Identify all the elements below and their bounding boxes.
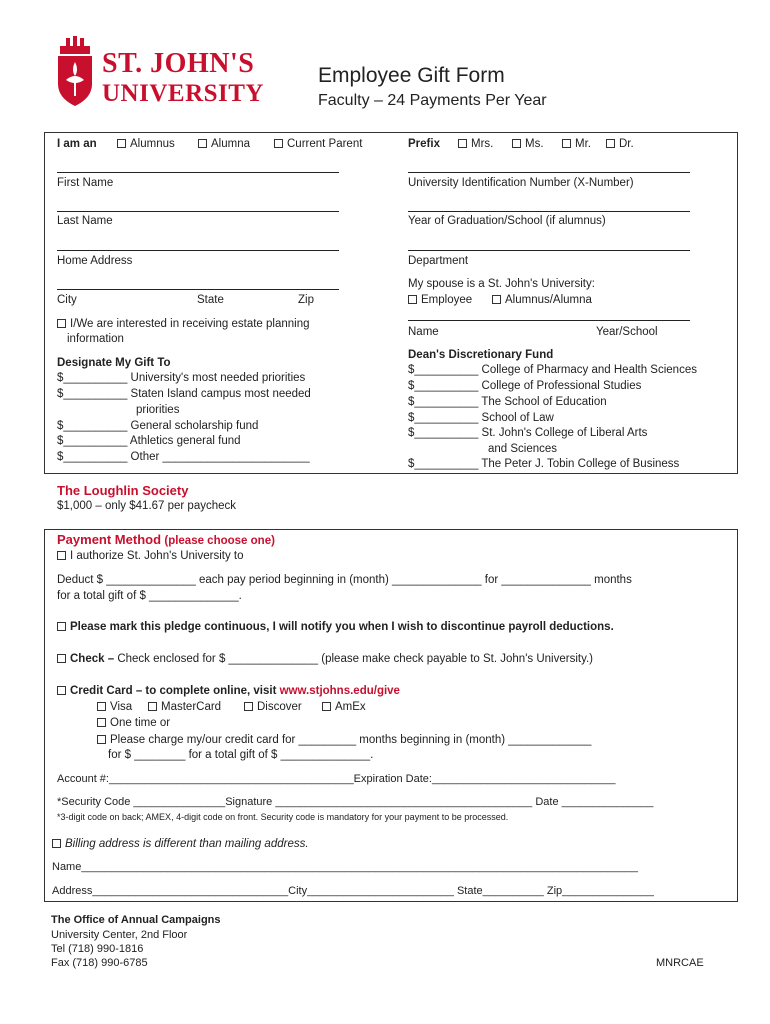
designate-item[interactable]: $__________ Athletics general fund xyxy=(57,435,241,447)
form-title: Employee Gift Form xyxy=(318,64,505,87)
mrs-checkbox[interactable] xyxy=(458,139,467,148)
authorize-label: I authorize St. John's University to xyxy=(70,550,244,562)
one-time-checkbox[interactable] xyxy=(97,718,106,727)
designate-item[interactable]: $__________ Other _______________________ xyxy=(57,451,310,463)
university-id-field[interactable] xyxy=(408,172,690,173)
amex-option[interactable] xyxy=(322,701,366,713)
visa-label: Visa xyxy=(110,701,133,713)
deduct-line-1[interactable]: Deduct $ ______________ each pay period beginning in (month) ______________ for ______________ months xyxy=(57,574,632,586)
mr-checkbox[interactable] xyxy=(562,139,571,148)
department-field[interactable] xyxy=(408,250,690,251)
billing-different-option[interactable] xyxy=(52,838,309,850)
deans-fund-heading: Dean's Discretionary Fund xyxy=(408,349,554,361)
dr-checkbox[interactable] xyxy=(606,139,615,148)
loughlin-text: $1,000 – only $41.67 per paycheck xyxy=(57,500,237,512)
visa-option[interactable] xyxy=(97,701,132,713)
crest-icon xyxy=(54,36,96,108)
amex-label: AmEx xyxy=(335,701,366,713)
recurring-charge-label: Please charge my/our credit card for _________ months beginning in (month) _____________ xyxy=(110,734,592,746)
mastercard-label: MasterCard xyxy=(161,701,222,713)
home-address-field[interactable] xyxy=(57,250,339,251)
prefix-label: Prefix xyxy=(408,138,440,150)
amex-checkbox[interactable] xyxy=(322,702,331,711)
mastercard-checkbox[interactable] xyxy=(148,702,157,711)
office-name: The Office of Annual Campaigns xyxy=(51,914,221,926)
ms-label: Ms. xyxy=(525,138,544,150)
city-state-zip-field[interactable] xyxy=(57,289,339,290)
office-fax: Fax (718) 990-6785 xyxy=(51,957,148,969)
alumnus-option[interactable] xyxy=(117,138,175,150)
deans-fund-item[interactable]: $__________ College of Professional Studies xyxy=(408,380,642,392)
office-phone: Tel (718) 990-1816 xyxy=(51,943,144,955)
deans-fund-item[interactable]: $__________ School of Law xyxy=(408,412,554,424)
check-option[interactable] xyxy=(57,653,593,665)
ms-option[interactable] xyxy=(512,138,544,150)
security-code-note: *3-digit code on back; AMEX, 4-digit code on front. Security code is mandatory for your payment to be processed. xyxy=(57,812,509,822)
account-number-field[interactable]: Account #:________________________________________Expiration Date:______________________________ xyxy=(57,773,616,785)
last-name-label: Last Name xyxy=(57,215,113,227)
credit-card-checkbox[interactable] xyxy=(57,686,66,695)
mrs-option[interactable] xyxy=(458,138,493,150)
alumna-option[interactable] xyxy=(198,138,250,150)
recurring-charge-option[interactable] xyxy=(97,734,591,746)
designate-heading: Designate My Gift To xyxy=(57,357,171,369)
deans-fund-item-continued: and Sciences xyxy=(488,443,558,455)
alumna-checkbox[interactable] xyxy=(198,139,207,148)
spouse-label: My spouse is a St. John's University: xyxy=(408,278,595,290)
visa-checkbox[interactable] xyxy=(97,702,106,711)
continuous-label: Please mark this pledge continuous, I will notify you when I wish to discontinue payroll deductions. xyxy=(70,621,614,633)
discover-option[interactable] xyxy=(244,701,302,713)
spouse-employee-label: Employee xyxy=(421,294,473,306)
dr-option[interactable] xyxy=(606,138,634,150)
zip-label: Zip xyxy=(298,294,314,306)
city-label: City xyxy=(57,294,77,306)
payment-heading-note: (please choose one) xyxy=(164,535,275,547)
check-checkbox[interactable] xyxy=(57,654,66,663)
estate-planning-option[interactable] xyxy=(57,318,310,330)
spouse-alumnus-option[interactable] xyxy=(492,294,592,306)
i-am-an-label: I am an xyxy=(57,138,97,150)
alumnus-label: Alumnus xyxy=(130,138,175,150)
one-time-label: One time or xyxy=(110,717,171,729)
current-parent-checkbox[interactable] xyxy=(274,139,283,148)
billing-different-checkbox[interactable] xyxy=(52,839,61,848)
department-label: Department xyxy=(408,255,469,267)
check-label: Check – xyxy=(70,653,115,665)
continuous-checkbox[interactable] xyxy=(57,622,66,631)
credit-card-label: Credit Card – to complete online, visit xyxy=(70,685,277,697)
form-code: MNRCAE xyxy=(656,957,704,969)
logo xyxy=(54,36,269,112)
mr-label: Mr. xyxy=(575,138,591,150)
continuous-option[interactable] xyxy=(57,621,614,633)
current-parent-option[interactable] xyxy=(274,138,362,150)
alumnus-checkbox[interactable] xyxy=(117,139,126,148)
university-id-label: University Identification Number (X-Number) xyxy=(408,177,634,189)
deans-fund-item[interactable]: $__________ The Peter J. Tobin College of Business xyxy=(408,458,680,470)
spouse-alumnus-label: Alumnus/Alumna xyxy=(505,294,592,306)
credit-card-option[interactable] xyxy=(57,685,400,697)
alumna-label: Alumna xyxy=(211,138,250,150)
payment-heading-label: Payment Method xyxy=(57,532,162,547)
logo-line-2: UNIVERSITY xyxy=(102,80,264,107)
recurring-charge-checkbox[interactable] xyxy=(97,735,106,744)
estate-planning-label: I/We are interested in receiving estate planning xyxy=(70,318,310,330)
grad-year-field[interactable] xyxy=(408,211,690,212)
mrs-label: Mrs. xyxy=(471,138,494,150)
last-name-field[interactable] xyxy=(57,211,339,212)
spouse-employee-option[interactable] xyxy=(408,294,472,306)
billing-different-label: Billing address is different than mailing address. xyxy=(65,838,309,850)
first-name-label: First Name xyxy=(57,177,114,189)
deduct-line-2[interactable]: for a total gift of $ ______________. xyxy=(57,590,242,602)
security-signature-field[interactable]: *Security Code _______________Signature __________________________________________ Date _______________ xyxy=(57,796,654,808)
authorize-option[interactable] xyxy=(57,550,244,562)
office-location: University Center, 2nd Floor xyxy=(51,929,188,941)
spouse-year-school-label: Year/School xyxy=(596,326,658,338)
spouse-alumnus-checkbox[interactable] xyxy=(492,295,501,304)
mastercard-option[interactable] xyxy=(148,701,221,713)
current-parent-label: Current Parent xyxy=(287,138,363,150)
estate-planning-checkbox[interactable] xyxy=(57,319,66,328)
form-subtitle: Faculty – 24 Payments Per Year xyxy=(318,92,547,109)
home-address-label: Home Address xyxy=(57,255,133,267)
recurring-charge-line-2[interactable]: for $ ________ for a total gift of $ ______________. xyxy=(108,749,374,761)
designate-item-continued: priorities xyxy=(136,404,180,416)
deans-fund-item[interactable]: $__________ College of Pharmacy and Health Sciences xyxy=(408,364,697,376)
mr-option[interactable] xyxy=(562,138,591,150)
discover-checkbox[interactable] xyxy=(244,702,253,711)
spouse-employee-checkbox[interactable] xyxy=(408,295,417,304)
payment-heading xyxy=(57,532,275,547)
grad-year-label: Year of Graduation/School (if alumnus) xyxy=(408,215,606,227)
billing-address-field[interactable]: Address________________________________City________________________ State__________ Zip_______________ xyxy=(52,885,654,897)
spouse-name-field[interactable] xyxy=(408,320,690,321)
designate-item[interactable]: $__________ University's most needed priorities xyxy=(57,372,306,384)
state-label: State xyxy=(197,294,224,306)
discover-label: Discover xyxy=(257,701,302,713)
designate-item[interactable]: $__________ General scholarship fund xyxy=(57,420,259,432)
estate-planning-label-2: information xyxy=(67,333,124,345)
logo-line-1: ST. JOHN'S xyxy=(102,48,255,79)
loughlin-heading: The Loughlin Society xyxy=(57,483,189,498)
give-online-link[interactable]: www.stjohns.edu/give xyxy=(279,685,400,697)
authorize-checkbox[interactable] xyxy=(57,551,66,560)
check-text: Check enclosed for $ ______________ (please make check payable to St. John's University.) xyxy=(117,653,593,665)
one-time-option[interactable] xyxy=(97,717,170,729)
ms-checkbox[interactable] xyxy=(512,139,521,148)
deans-fund-item[interactable]: $__________ St. John's College of Liberal Arts xyxy=(408,427,648,439)
billing-name-field[interactable]: Name___________________________________________________________________________________________ xyxy=(52,861,639,873)
spouse-name-label: Name xyxy=(408,326,439,338)
dr-label: Dr. xyxy=(619,138,634,150)
designate-item[interactable]: $__________ Staten Island campus most needed xyxy=(57,388,311,400)
first-name-field[interactable] xyxy=(57,172,339,173)
deans-fund-item[interactable]: $__________ The School of Education xyxy=(408,396,607,408)
